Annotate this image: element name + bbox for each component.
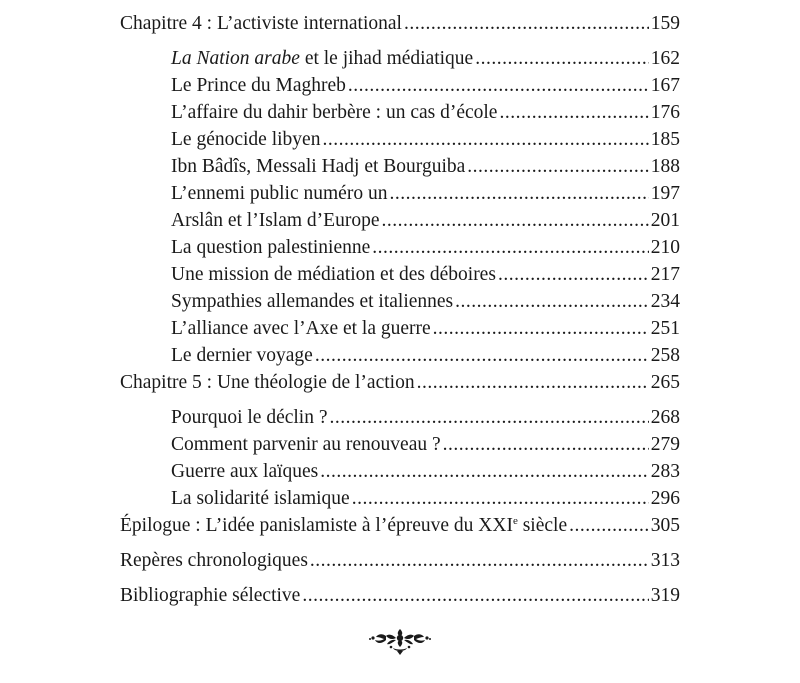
toc-entry-title: Pourquoi le déclin ? bbox=[171, 407, 328, 428]
dot-leader bbox=[315, 342, 649, 369]
dot-leader bbox=[498, 261, 649, 288]
toc-entry-page: 265 bbox=[650, 372, 680, 393]
toc-entry-page: 176 bbox=[650, 102, 680, 123]
dot-leader bbox=[455, 288, 649, 315]
dot-leader bbox=[389, 180, 648, 207]
toc-entry-title: L’alliance avec l’Axe et la guerre bbox=[171, 318, 431, 339]
toc-entry-title: La solidarité islamique bbox=[171, 488, 350, 509]
toc-entry-title: Le dernier voyage bbox=[171, 345, 313, 366]
dot-leader bbox=[404, 10, 649, 37]
dot-leader bbox=[330, 404, 649, 431]
toc-entry-title: Sympathies allemandes et italiennes bbox=[171, 291, 454, 312]
dot-leader bbox=[320, 458, 648, 485]
dot-leader bbox=[302, 582, 648, 609]
toc-entry-title: Bibliographie sélective bbox=[120, 585, 301, 606]
dot-leader bbox=[569, 512, 649, 539]
toc-entry-question-palestinienne[interactable] bbox=[120, 234, 680, 261]
toc-entry-title-main: Épilogue : L’idée panislamiste à l’épreuve du XXI bbox=[120, 515, 513, 536]
toc-entry-page: 296 bbox=[650, 488, 680, 509]
toc-entry-chapter-5[interactable] bbox=[120, 369, 680, 396]
toc-entry-page: 279 bbox=[650, 434, 680, 455]
toc-entry-title-rest: et le jihad médiatique bbox=[299, 48, 474, 69]
toc-entry-title: L’ennemi public numéro un bbox=[171, 183, 388, 204]
toc-entry-title: Une mission de médiation et des déboires bbox=[171, 264, 496, 285]
toc-entry-page: 251 bbox=[650, 318, 680, 339]
toc-entry-page: 159 bbox=[650, 13, 680, 34]
toc-entry-title: Repères chronologiques bbox=[120, 550, 308, 571]
toc-entry-prince-maghreb[interactable] bbox=[120, 72, 680, 99]
toc-entry-title: L’affaire du dahir berbère : un cas d’école bbox=[171, 102, 498, 123]
toc-entry-genocide-libyen[interactable] bbox=[120, 126, 680, 153]
toc-entry-bibliographie[interactable] bbox=[120, 582, 680, 609]
toc-entry-epilogue[interactable] bbox=[120, 512, 680, 539]
toc-entry-renouveau[interactable] bbox=[120, 431, 680, 458]
toc-entry-title: La question palestinienne bbox=[171, 237, 371, 258]
dot-leader bbox=[433, 315, 649, 342]
dot-leader bbox=[348, 72, 649, 99]
dot-leader bbox=[381, 207, 648, 234]
toc-entry-page: 268 bbox=[650, 407, 680, 428]
toc-entry-mission-mediation[interactable] bbox=[120, 261, 680, 288]
toc-entry-title-sup: e bbox=[512, 515, 518, 527]
toc-entry-page: 234 bbox=[650, 291, 680, 312]
toc-entry-page: 319 bbox=[650, 585, 680, 606]
toc-entry-title: Guerre aux laïques bbox=[171, 461, 319, 482]
toc-entry-page: 313 bbox=[650, 550, 680, 571]
dot-leader bbox=[322, 126, 648, 153]
toc-entry-title: Le génocide libyen bbox=[171, 129, 321, 150]
dot-leader bbox=[372, 234, 648, 261]
toc-entry-title: Chapitre 4 : L’activiste international bbox=[120, 13, 402, 34]
fleuron-ornament-icon bbox=[367, 626, 433, 656]
table-of-contents bbox=[120, 10, 680, 609]
dot-leader bbox=[417, 369, 649, 396]
toc-entry-title: Le Prince du Maghreb bbox=[171, 75, 346, 96]
toc-entry-ibn-badis[interactable] bbox=[120, 153, 680, 180]
dot-leader bbox=[352, 485, 649, 512]
toc-entry-reperes[interactable] bbox=[120, 547, 680, 574]
toc-entry-pourquoi-declin[interactable] bbox=[120, 404, 680, 431]
toc-entry-guerre-laiques[interactable] bbox=[120, 458, 680, 485]
dot-leader bbox=[467, 153, 648, 180]
toc-entry-dernier-voyage[interactable] bbox=[120, 342, 680, 369]
toc-entry-solidarite[interactable] bbox=[120, 485, 680, 512]
dot-leader bbox=[310, 547, 649, 574]
toc-entry-title: Ibn Bâdîs, Messali Hadj et Bourguiba bbox=[171, 156, 466, 177]
toc-entry-title bbox=[171, 45, 473, 72]
dot-leader bbox=[475, 45, 649, 72]
toc-entry-title-end: siècle bbox=[517, 515, 568, 536]
toc-entry-dahir-berbere[interactable] bbox=[120, 99, 680, 126]
toc-entry-page: 201 bbox=[650, 210, 680, 231]
toc-entry-page: 305 bbox=[650, 515, 680, 536]
toc-entry-alliance-axe[interactable] bbox=[120, 315, 680, 342]
toc-entry-title: Chapitre 5 : Une théologie de l’action bbox=[120, 372, 415, 393]
toc-entry-page: 188 bbox=[650, 156, 680, 177]
toc-entry-sympathies[interactable] bbox=[120, 288, 680, 315]
toc-entry-title-italic: La Nation arabe bbox=[171, 48, 300, 69]
toc-entry-title: Comment parvenir au renouveau ? bbox=[171, 434, 441, 455]
toc-entry-page: 162 bbox=[650, 48, 680, 69]
toc-entry-page: 283 bbox=[650, 461, 680, 482]
toc-entry-nation-arabe[interactable] bbox=[120, 45, 680, 72]
toc-entry-page: 185 bbox=[650, 129, 680, 150]
toc-entry-ennemi-public[interactable] bbox=[120, 180, 680, 207]
toc-entry-page: 167 bbox=[650, 75, 680, 96]
dot-leader bbox=[443, 431, 649, 458]
toc-entry-page: 197 bbox=[650, 183, 680, 204]
toc-entry-title bbox=[120, 512, 567, 539]
toc-entry-page: 210 bbox=[650, 237, 680, 258]
toc-entry-title: Arslân et l’Islam d’Europe bbox=[171, 210, 380, 231]
toc-entry-islam-europe[interactable] bbox=[120, 207, 680, 234]
dot-leader bbox=[499, 99, 648, 126]
toc-entry-chapter-4[interactable] bbox=[120, 10, 680, 37]
toc-entry-page: 217 bbox=[650, 264, 680, 285]
toc-entry-page: 258 bbox=[650, 345, 680, 366]
